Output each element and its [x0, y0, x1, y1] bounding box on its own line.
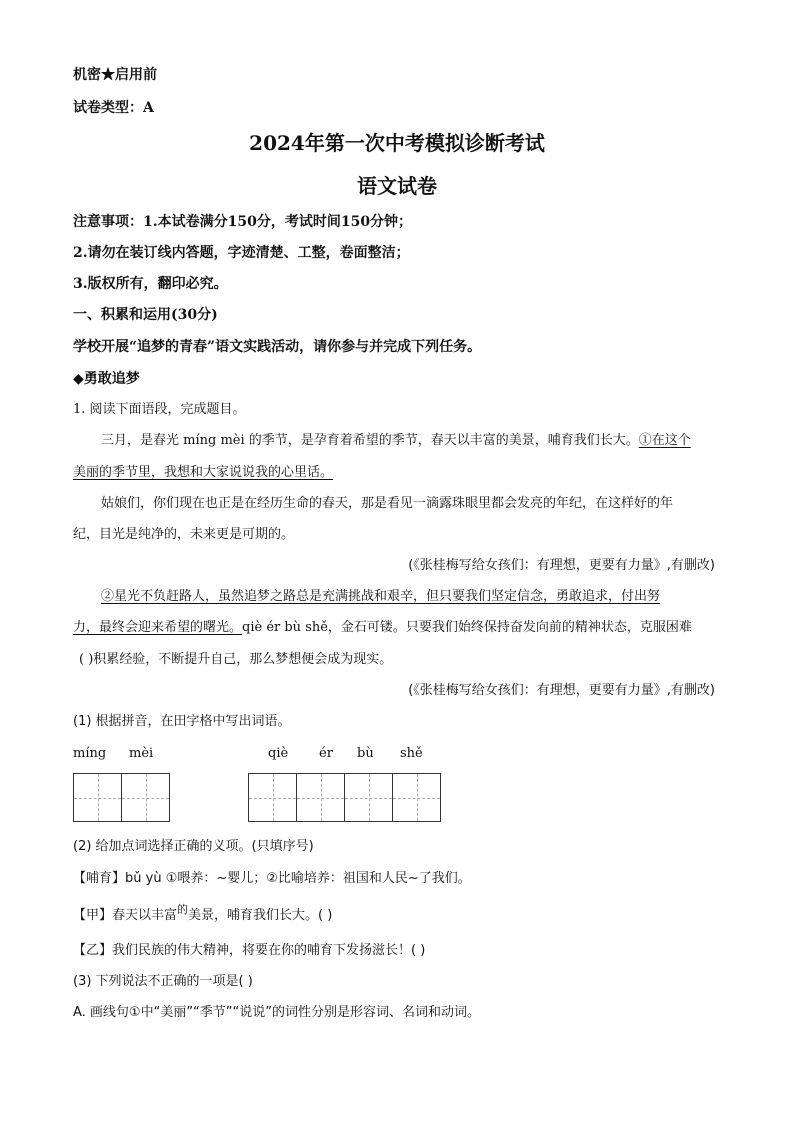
- note-1: 注意事项：1.本试卷满分150分，考试时间150分钟；: [73, 214, 413, 230]
- section-heading: 一、积累和运用(30分): [73, 307, 218, 323]
- pinyin-ming: míng: [73, 746, 107, 761]
- writing-grid-right: [248, 773, 440, 823]
- pinyin-bu: bù: [357, 746, 374, 761]
- passage-line-3: 姑娘们，你们现在也正是在经历生命的春天，那是看见一滴露珠眼里都会发亮的年纪，在这样好的年: [101, 496, 674, 511]
- underlined-sentence-1-cont: 美丽的季节里，我想和大家说说我的心里话。: [73, 465, 334, 480]
- grid-cell[interactable]: [121, 773, 170, 822]
- pinyin-qie: qiè: [268, 746, 289, 761]
- source-citation-1: (《张桂梅写给女孩们：有理想，更要有力量》,有删改): [408, 558, 715, 573]
- underlined-sentence-2: ②星光不负赶路人，虽然追梦之路总是充满挑战和艰辛，但只要我们坚定信念，勇敢追求，: [101, 589, 622, 604]
- example-jia-text-2: 美景，哺育我们长大。( ): [188, 908, 333, 923]
- paper-type-label: 试卷类型：A: [73, 100, 154, 116]
- exam-title: 2024年第一次中考模拟诊断考试: [249, 131, 545, 155]
- passage-line-7: ( )积累经验，不断提升自己，那么梦想便会成为现实。: [79, 652, 393, 667]
- pinyin-she: shě: [400, 746, 423, 761]
- passage-line-4: 纪，目光是纯净的，未来更是可期的。: [73, 527, 295, 542]
- passage-line-6: [73, 621, 692, 634]
- grid-cell[interactable]: [73, 773, 122, 822]
- note-3: 3.版权所有，翻印必究。: [73, 276, 228, 292]
- pinyin-er: ér: [319, 746, 333, 761]
- confidential-label: 机密★启用前: [73, 67, 157, 83]
- grid-cell[interactable]: [296, 773, 345, 822]
- option-a: A. 画线句①中“美丽”“季节”“说说”的词性分别是形容词、名词和动词。: [73, 1005, 480, 1020]
- section-intro: 学校开展“追梦的青春”语文实践活动，请你参与并完成下列任务。: [73, 339, 482, 355]
- passage-line-1: [101, 434, 691, 447]
- writing-grid-left: [73, 773, 169, 823]
- source-citation-2: (《张桂梅写给女孩们：有理想，更要有力量》,有删改): [408, 683, 715, 698]
- question-1-prompt: 1. 阅读下面语段，完成题目。: [73, 402, 246, 417]
- sub-question-3: (3) 下列说法不正确的一项是( ): [73, 974, 253, 989]
- definition-entry: 【哺育】bǔ yù ①喂养：~婴儿；②比喻培养：祖国和人民~了我们。: [73, 871, 471, 886]
- sub-question-1: (1) 根据拼音，在田字格中写出词语。: [73, 714, 291, 729]
- grid-cell[interactable]: [392, 773, 441, 822]
- grid-cell[interactable]: [248, 773, 297, 822]
- underlined-sentence-2-end: 力，最终会迎来希望的曙光。: [73, 620, 243, 635]
- underlined-sentence-2-tail: 付出努: [621, 589, 661, 604]
- exam-subtitle: 语文试卷: [357, 174, 437, 198]
- inserted-character: 的: [177, 903, 189, 916]
- passage-line-5: [101, 590, 660, 603]
- example-jia-text: 【甲】春天以丰富: [73, 908, 178, 923]
- example-yi: 【乙】我们民族的伟大精神，将要在你的哺育下发扬滋长！( ): [73, 943, 426, 958]
- subsection-heading: ◆勇敢追梦: [73, 371, 140, 387]
- grid-cell[interactable]: [344, 773, 393, 822]
- pinyin-mei: mèi: [129, 746, 154, 761]
- passage-text: 三月，是春光 míng mèi 的季节，是孕育着希望的季节，春天以丰富的美景，哺育我们长大。: [101, 433, 639, 448]
- underlined-sentence-1: ①在这个: [638, 433, 691, 448]
- example-jia: [73, 903, 333, 923]
- sub-question-2: (2) 给加点词选择正确的义项。(只填序号): [73, 839, 314, 854]
- note-2: 2.请勿在装订线内答题，字迹清楚、工整，卷面整洁；: [73, 245, 410, 261]
- passage-text: qiè ér bù shě，金石可镂。只要我们始终保持奋发向前的精神状态，克服困难: [242, 620, 692, 635]
